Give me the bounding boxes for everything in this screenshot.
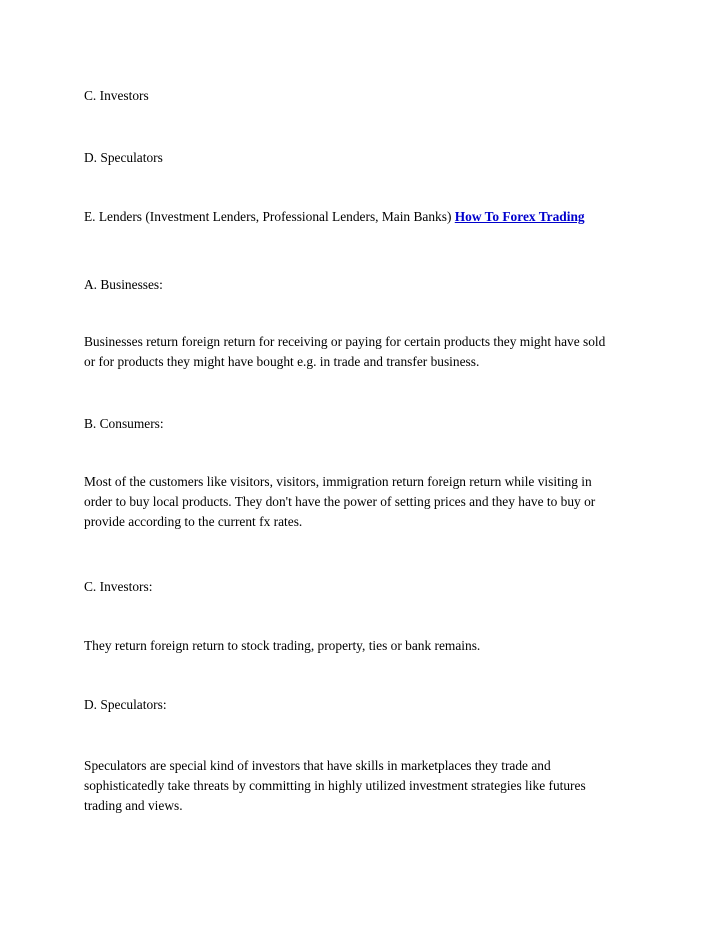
lenders-text: E. Lenders (Investment Lenders, Professional Lenders, Main Banks) xyxy=(84,209,455,224)
investors-heading: C. Investors: xyxy=(84,579,153,594)
speculators-paragraph-line-1: Speculators are special kind of investors that have skills in marketplaces they trade and xyxy=(84,758,551,773)
list-item-investors: C. Investors xyxy=(84,88,149,103)
forex-trading-link[interactable]: How To Forex Trading xyxy=(454,209,585,224)
consumers-paragraph-line-3: provide according to the current fx rates. xyxy=(84,514,303,529)
consumers-heading: B. Consumers: xyxy=(84,416,164,431)
businesses-heading: A. Businesses: xyxy=(84,277,163,292)
list-item-speculators: D. Speculators xyxy=(84,150,163,165)
speculators-paragraph-line-3: trading and views. xyxy=(84,798,183,813)
investors-paragraph-line-1: They return foreign return to stock trading, property, ties or bank remains. xyxy=(84,638,481,653)
consumers-paragraph-line-1: Most of the customers like visitors, visitors, immigration return foreign return while visiting in xyxy=(84,474,592,489)
speculators-heading: D. Speculators: xyxy=(84,697,167,712)
list-item-lenders xyxy=(84,207,585,226)
speculators-paragraph-line-2: sophisticatedly take threats by committing in highly utilized investment strategies like futures xyxy=(84,778,586,793)
businesses-paragraph-line-1: Businesses return foreign return for receiving or paying for certain products they might have sold xyxy=(84,334,606,349)
businesses-paragraph-line-2: or for products they might have bought e.g. in trade and transfer business. xyxy=(84,354,480,369)
consumers-paragraph-line-2: order to buy local products. They don't have the power of setting prices and they have to buy or xyxy=(84,494,596,509)
